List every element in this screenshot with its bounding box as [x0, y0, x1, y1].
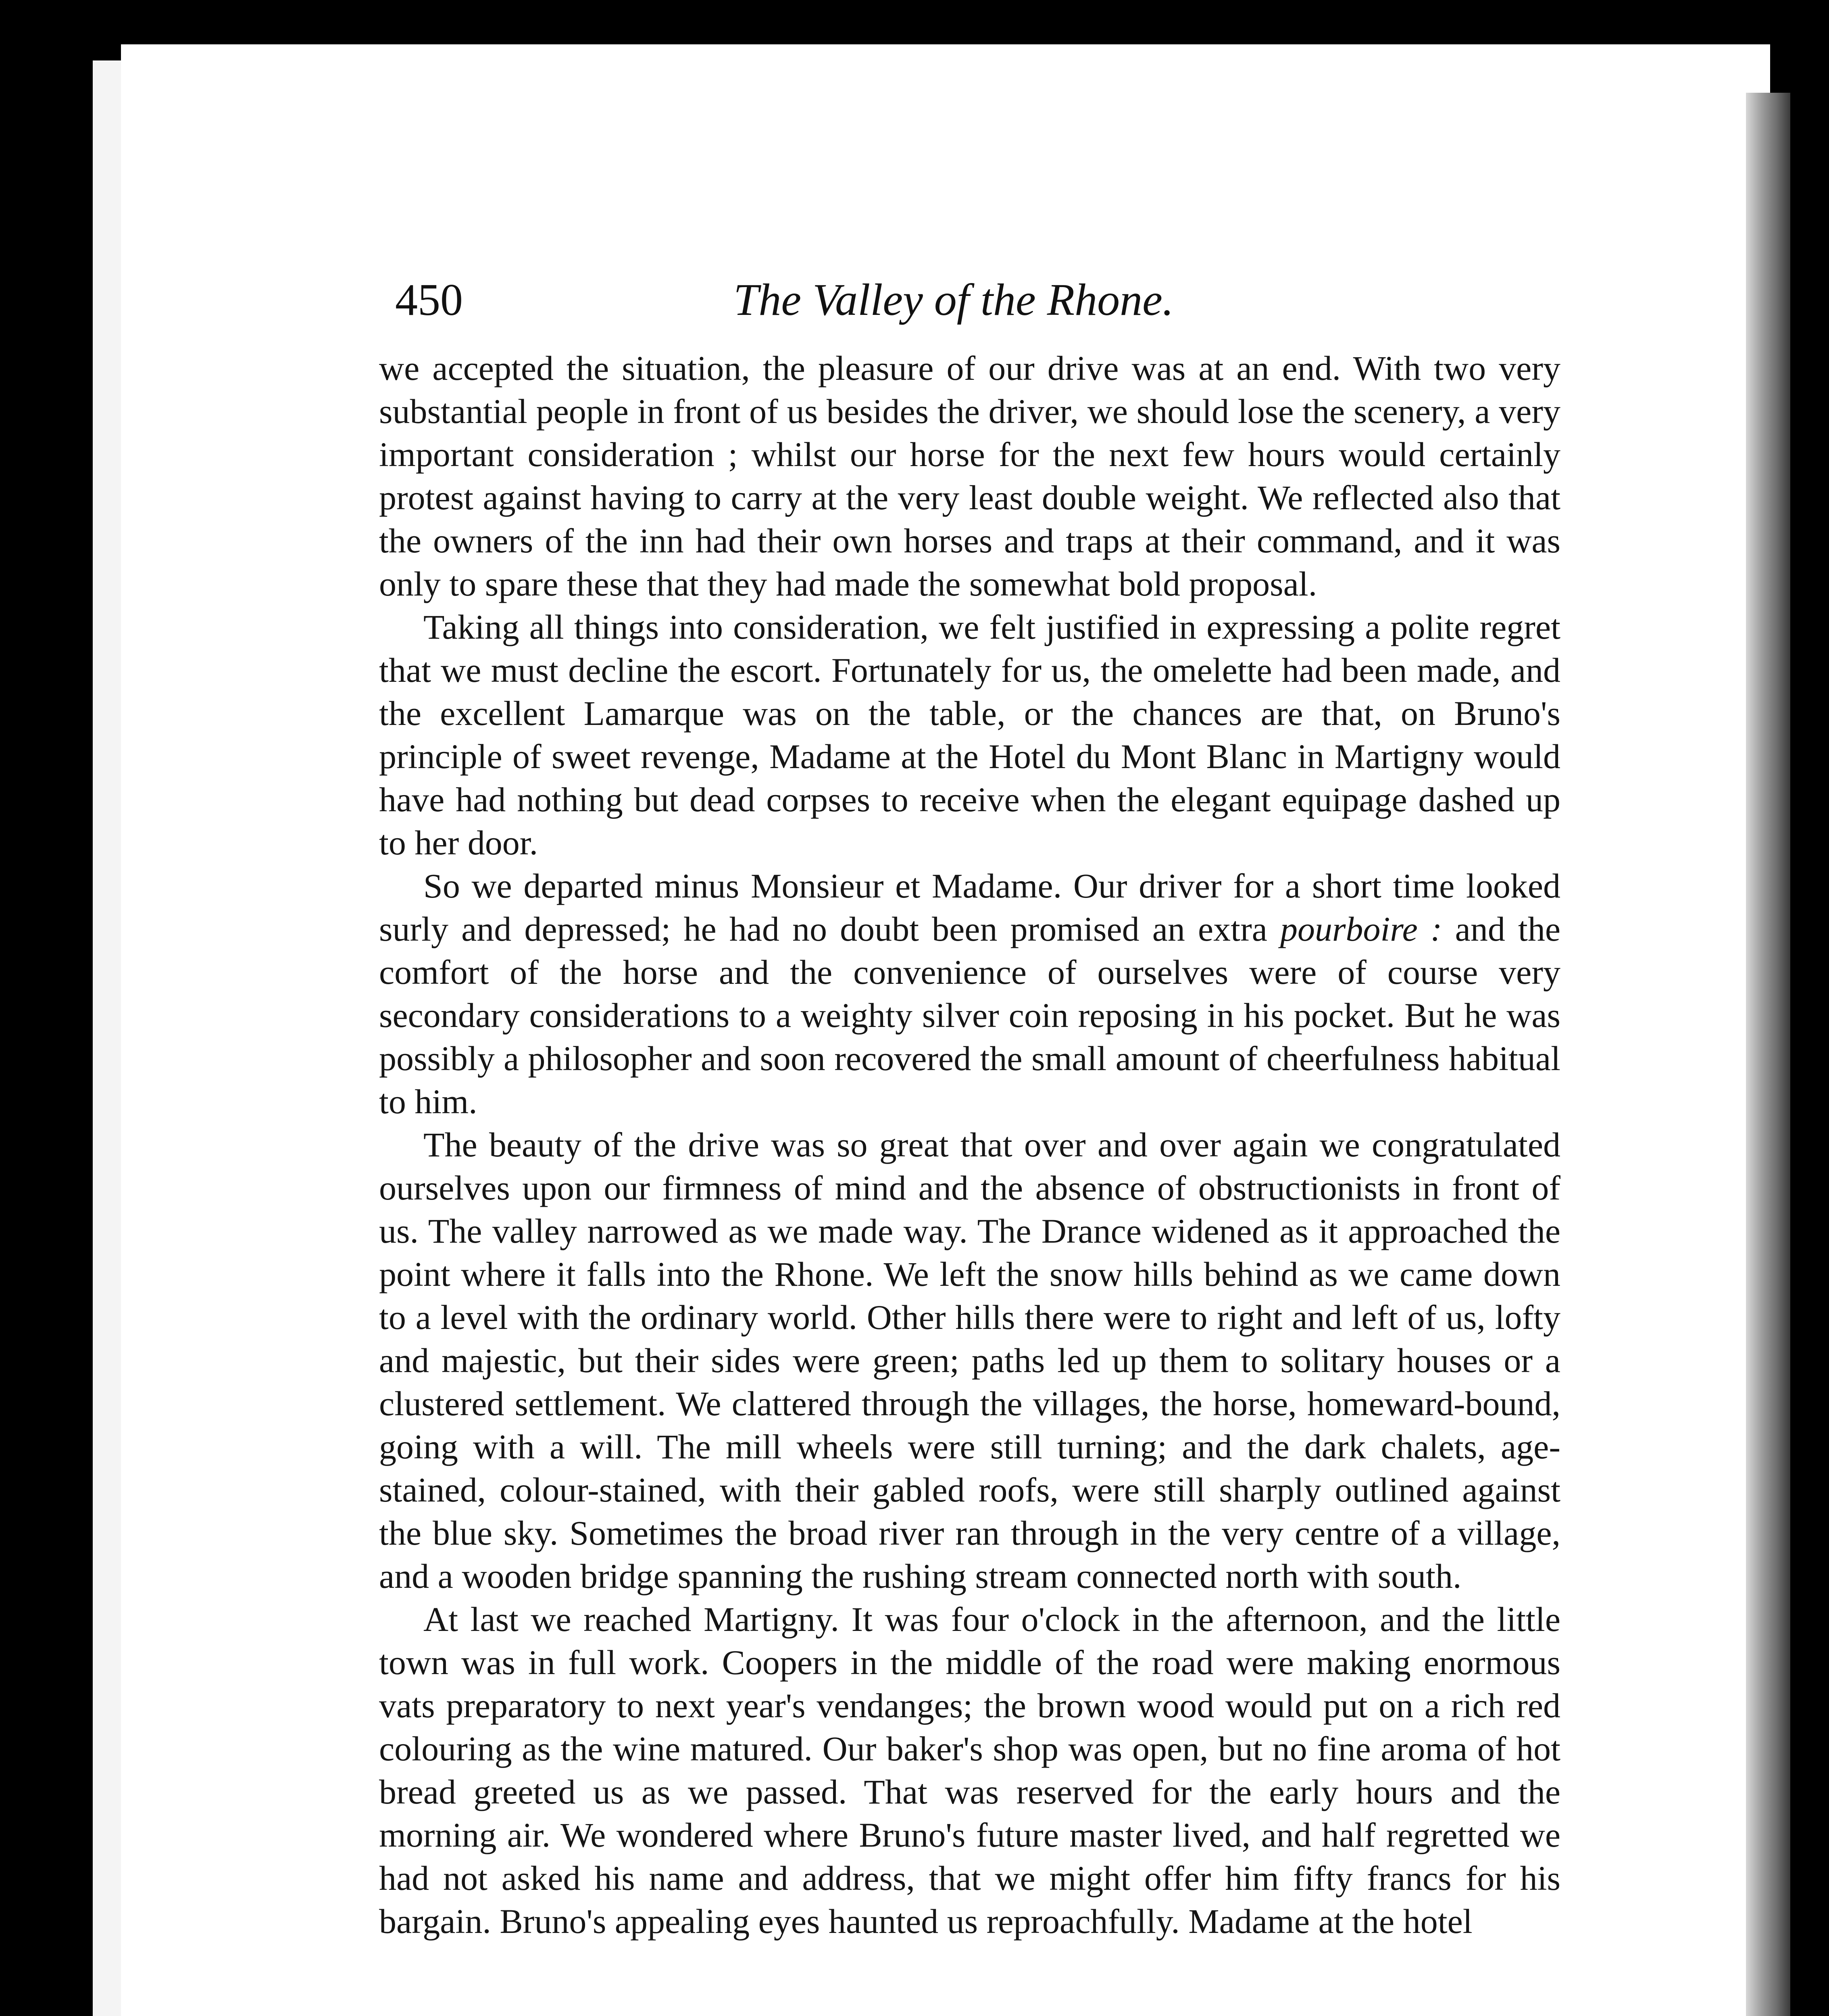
- page-fold-shadow: [1746, 93, 1790, 2016]
- body-text: [379, 347, 1560, 1943]
- paragraph: The beauty of the drive was so great that over and over again we congratulated ourselves upon our firmness of mind and the absence of obstructionists in front of us. The valley narrowed as we made way. The Drance widened as it approached the point where it falls into the Rhone. We left the snow hills behind as we came down to a level with the ordinary world. Other hills there were to right and left of us, lofty and majestic, but their sides were green; paths led up them to solitary houses or a clustered settlement. We clattered through the villages, the horse, homeward-bound, going with a will. The mill wheels were still turning; and the dark chalets, age-stained, colour-stained, with their gabled roofs, were still sharply outlined against the blue sky. Sometimes the broad river ran through in the very centre of a village, and a wooden bridge spanning the rushing stream connected north with south.: [379, 1125, 1560, 1595]
- page-header: [258, 258, 1649, 331]
- italic-term: pourboire :: [1280, 910, 1442, 948]
- paragraph: [379, 864, 1560, 1123]
- running-title: The Valley of the Rhone.: [733, 275, 1174, 325]
- paragraph-text: So we departed minus Monsieur et Madame. Our driver for a short time looked surly and depressed; he had no doubt been promised an extra: [379, 866, 1560, 948]
- paragraph: Taking all things into consideration, we felt justified in expressing a polite regret that we must decline the escort. Fortunately for us, the omelette had been made, and the excellent Lamarque was on the table, or the chances are that, on Bruno's principle of sweet revenge, Madame at the Hotel du Mont Blanc in Martigny would have had nothing but dead corpses to receive when the elegant equipage dashed up to her door.: [379, 608, 1560, 862]
- paragraph: we accepted the situation, the pleasure of our drive was at an end. With two very substantial people in front of us besides the driver, we should lose the scenery, a very important consideration ; whilst our horse for the next few hours would certainly protest against having to carry at the very least double weight. We reflected also that the owners of the inn had their own horses and traps at their command, and it was only to spare these that they had made the somewhat bold proposal.: [379, 349, 1560, 603]
- paragraph-text: and the comfort of the horse and the convenience of ourselves were of course very secondary considerations to a weighty silver coin reposing in his pocket. But he was possibly a philosopher and soon recovered the small amount of cheerfulness habitual to him.: [379, 910, 1560, 1121]
- paragraph: At last we reached Martigny. It was four o'clock in the afternoon, and the little town was in full work. Coopers in the middle of the road were making enormous vats preparatory to next year's vendanges; the brown wood would put on a rich red colouring as the wine matured. Our baker's shop was open, but no fine aroma of hot bread greeted us as we passed. That was reserved for the early hours and the morning air. We wondered where Bruno's future master lived, and half regretted we had not asked his name and address, that we might offer him fifty francs for his bargain. Bruno's appealing eyes haunted us reproachfully. Madame at the hotel: [379, 1600, 1560, 1941]
- page-number: 450: [395, 275, 463, 325]
